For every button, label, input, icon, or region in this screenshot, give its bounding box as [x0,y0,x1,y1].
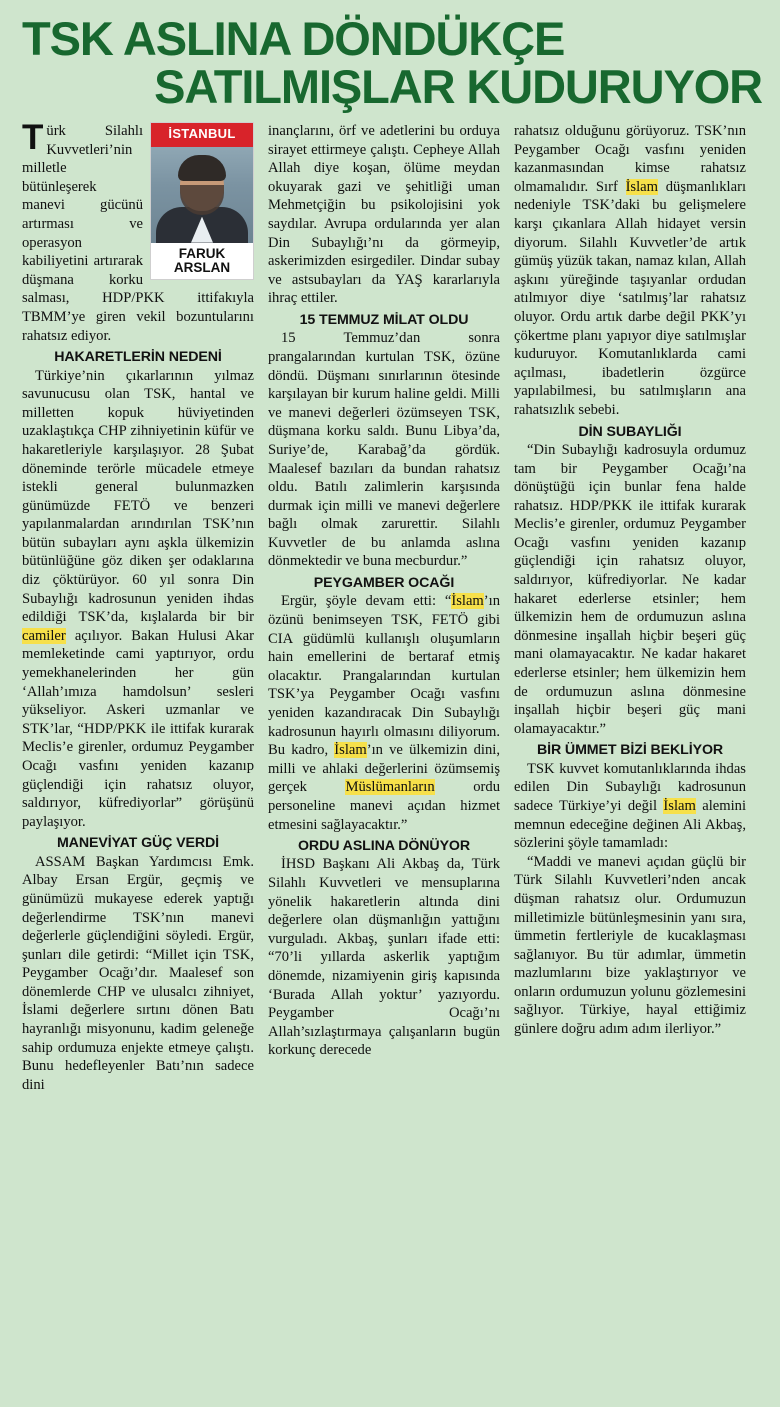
paragraph-c1-2 [22,367,254,832]
highlight-islam-3: İslam [625,178,658,195]
paragraph-c3-3 [514,760,746,853]
paragraph-c2-3-part-c: ’ın ve ülkemizin dini, milli ve ahlaki değerlerini özümsemiş gerçek [268,742,500,796]
author-last-name: ARSLAN [173,259,231,275]
highlight-islam-4: İslam [663,797,696,814]
column-3 [514,122,746,1094]
lead-paragraph-text: Türk Silahlı Kuvvetleri’nin milletle bütünleşerek manevi gücünü artırması ve operasyon kabiliyetini artırarak düşmana korku salması, HDP/PKK ittifakıyla TBMM’ye giren vekil bozuntularını rahatsız ediyor. [22,118,254,344]
avatar [151,147,253,243]
paragraph-c2-1: inançlarını, örf ve adetlerini bu orduya sirayet ettirmeye çalıştı. Cepheye Allah Allah diye koşan, ölüme meydan okuyarak gazi ve şehitliği uman Mehmetçiğin bu psikolojisini yok saydılar. Avrupa ordularında yer alan Din Subaylığı’nı da görmeyip, askerimizden esirgediler. Dindar subay ve astsubayları da YAŞ kararlarıyla ihraç ettiler. [268,123,500,307]
headline-line-2: SATILMIŞLAR KUDURUYOR [154,60,762,114]
author-name [151,243,253,277]
paragraph-c2-3-part-d: ordu personeline manevi açıdan hizmet etmesini sağlayacaktır.” [268,779,500,833]
highlight-islam-2: İslam [334,742,367,759]
paragraph-c3-2: “Din Subaylığı kadrosuyla ordumuz tam bir Peygamber Ocağı’na dönüştüğü için bunlar fena halde rahatsız. HDP/PKK ile ittifak kurarak Meclis’e girenler, ordumuz Peygamber Ocağı vasfını yeniden kazanıp güçlendiği için rahatsız oluyor, saldırıyor, küfrediyorlar. Ne kadar hakaret ederlerse etsinler; hem ülkemizin hem de ordumuzun aslına dönmesine inşallah hiçbir beşeri güç mani olamayacaktır. Ne kadar hakaret ederlerse etsinler; hem ülkemizin hem de ordumuzun aslına dönmesine inşallah hiçbir beşeri güç mani olamayacaktır.” [514,441,746,737]
paragraph-c2-4: İHSD Başkanı Ali Akbaş da, Türk Silahlı Kuvvetleri ve mensuplarına yönelik hakaretlerin altında dini değerlere olan düşmanlığın yattığını vurguladı. Akbaş, şunları ifade etti: “70’li yıllarda askerlik yaptığım dönemde, nizamiyenin giriş kapısında ‘Burada Allah yoktur’ yazıyordu. Peygamber Ocağı’nı Allah’sızlaştırmaya çalışanların bugün korkunç derecede [268,856,500,1059]
column-1 [22,118,254,1094]
paragraph-c1-2-part-a: Türkiye’nin çıkarlarının yılmaz savunucusu olan TSK, hantal ve milletten kopuk hüviyetinden uzaklaştıkça CHP zihniyetinin küfür ve hakaretleriyle karşılaşıyor. 28 Şubat döneminde terörle mücadele etmeye istekli general bulunmazken günümüzde FETÖ ve benzeri yapılanmalardan arındırılan TSK’nın bütün subayları aynı aşkla ülkemizin bütünlüğüne göz diken şer odaklarına diz çöktürüyor. 60 yıl sonra Din Subaylığı kadrosunun yeniden ihdas edildiği TSK’da, kışlalarda bir bir [22,367,254,626]
headline-line-1: TSK ASLINA DÖNDÜKÇE [22,12,565,65]
paragraph-c3-1-part-a: rahatsız olduğunu görüyoruz. TSK’nın Peygamber Ocağı vasfını yeniden kazanmasından kimse rahatsız olmamalıdır. Sırf [514,123,746,195]
paragraph-c3-1 [514,122,746,420]
headline-block [0,0,780,114]
paragraph-c3-4: “Maddi ve manevi açıdan güçlü bir Türk Silahlı Kuvvetleri’nden ancak düşman rahatsız olur. Ordumuzun milletimizle bütünleşmesinin yanı sıra, ümmetin fertleriyle de kucaklaşması sağlanıyor. Bu tür adımlar, ümmetin mazlumlarını bize yaklaştırıyor ve onların ordumuzun yolunu gözlemesini sağlıyor. Türkiye, hayal ettiğimiz günlere doğru adım adım ilerliyor.” [514,853,746,1038]
author-city-badge: İSTANBUL [151,123,253,147]
column-2 [268,122,500,1094]
subheading-din-subayligi: DİN SUBAYLIĞI [578,423,682,440]
page-title [22,12,762,114]
paragraph-c2-3-part-a: Ergür, şöyle devam etti: “ [281,593,452,610]
avatar-hair [178,155,226,181]
paragraph-c1-2-part-b: açılıyor. Bakan Hulusi Akar memleketinde cami yaptırıyor, ordu yemekhanelerinden her gün ‘Allah’ımıza hamdolsun’ sesleri yükseliyor. Askeri uzmanlar ve STK’lar, “HDP/PKK ile ittifak kurarak Meclis’e girenler, ordumuz Peygamber Ocağı vasfını yeniden kazanıp güçlendiği için rahatsız oluyor, saldırıyor, küfrediyorlar” görüşünü paylaşıyor. [22,627,254,830]
author-box [150,122,254,280]
highlight-camiler: camiler [22,627,66,644]
article-columns [0,110,780,1094]
paragraph-c2-3 [268,592,500,834]
subheading-ordu-aslina-donuyor: ORDU ASLINA DÖNÜYOR [297,838,471,855]
subheading-hakaretlerin-nedeni: HAKARETLERİN NEDENİ [54,349,222,366]
paragraph-c3-3-part-b: alemini memnun edeceğine değinen Ali Akbaş, sözlerini şöyle tamamladı: [514,797,747,852]
author-first-name: FARUK [178,245,226,261]
subheading-bir-ummet-bizi-bekliyor: BİR ÜMMET BİZİ BEKLİYOR [536,742,724,759]
subheading-maneviyat-guc-verdi: MANEVİYAT GÜÇ VERDİ [56,835,220,852]
subheading-peygamber-ocagi: PEYGAMBER OCAĞI [313,575,455,592]
highlight-islam-1: İslam [451,593,484,610]
paragraph-c3-1-part-b: düşmanlıkları nedeniyle TSK’daki bu gelişmelere karşı çıkanlara Allah hidayet versin diyorum. Silahlı Kuvvetler’de artık gümüş yüzük takan, namaz kılan, Allah aşkını yüreğinde taşıyanlar ordudan atılmıyor diye ‘satılmış’lar rahatsız oluyor. Ordu artık darbe değil PKK’yı çökertme planı yapıyor diye satılmışlar kuduruyor. Komutanlıklarda cami açılması, ibadetlerin özgürce yapılabilmesi, bu satılmışların ana rahatsızlık sebebi. [514,178,746,418]
paragraph-c2-3-part-b: ’ın özünü benimseyen TSK, FETÖ gibi CIA güdümlü kullanışlı oluşumların hain emellerini de bertaraf etmiş olacaktır. Prangalarından kurtulan TSK’ya Peygamber Ocağı vasfını yeniden kazandıracak Din Subaylığı kadrosunun hayırlı olmasını diliyorum. Bu kadro, [268,593,500,759]
subheading-15-temmuz-milat-oldu: 15 TEMMUZ MİLAT OLDU [299,312,469,329]
paragraph-c3-3-part-a: TSK kuvvet komutanlıklarında ihdas edilen Din Subaylığı kadrosunun sadece Türkiye’yi değil [514,760,746,814]
paragraph-c2-2: 15 Temmuz’dan sonra prangalarından kurtulan TSK, özüne döndü. Düşmanı sınırlarının ötesinde karşılayan bir kurum haline geldi. Milli ve manevi değerleri özümseyen TSK, düşmana korku saldı. Bunu Libya’da, Suriye’de, Karabağ’da gördük. Maalesef bazıları da bundan rahatsız oldu. Batılı zalimlerin karşısında durmak için milli ve manevi değerlere bağlı olmak zarurettir. Silahlı Kuvvetler de bu anlamda aslına dönmektedir ve buna mecburdur.” [268,330,500,570]
paragraph-c1-3: ASSAM Başkan Yardımcısı Emk. Albay Ersan Ergür, geçmiş ve günümüzü mukayese ederek yaptığı değerlendirme TSK’nın manevi değerlerle güçlendiğini söyledi. Ergür, şunları dile getirdi: “Millet için TSK, Peygamber Ocağı’dır. Maalesef son dönemlerde CHP ve ulusalcı zihniyet, İslami değerlere sırtını dönen Batı hayranlığı misyonunu, kadim geleneğe sahip ordumuza enjekte etmeye çalıştı. Bunu hedefleyenler Batı’nın sadece dini [22,853,254,1093]
highlight-muslumanlarin: Müslümanların [345,779,435,796]
